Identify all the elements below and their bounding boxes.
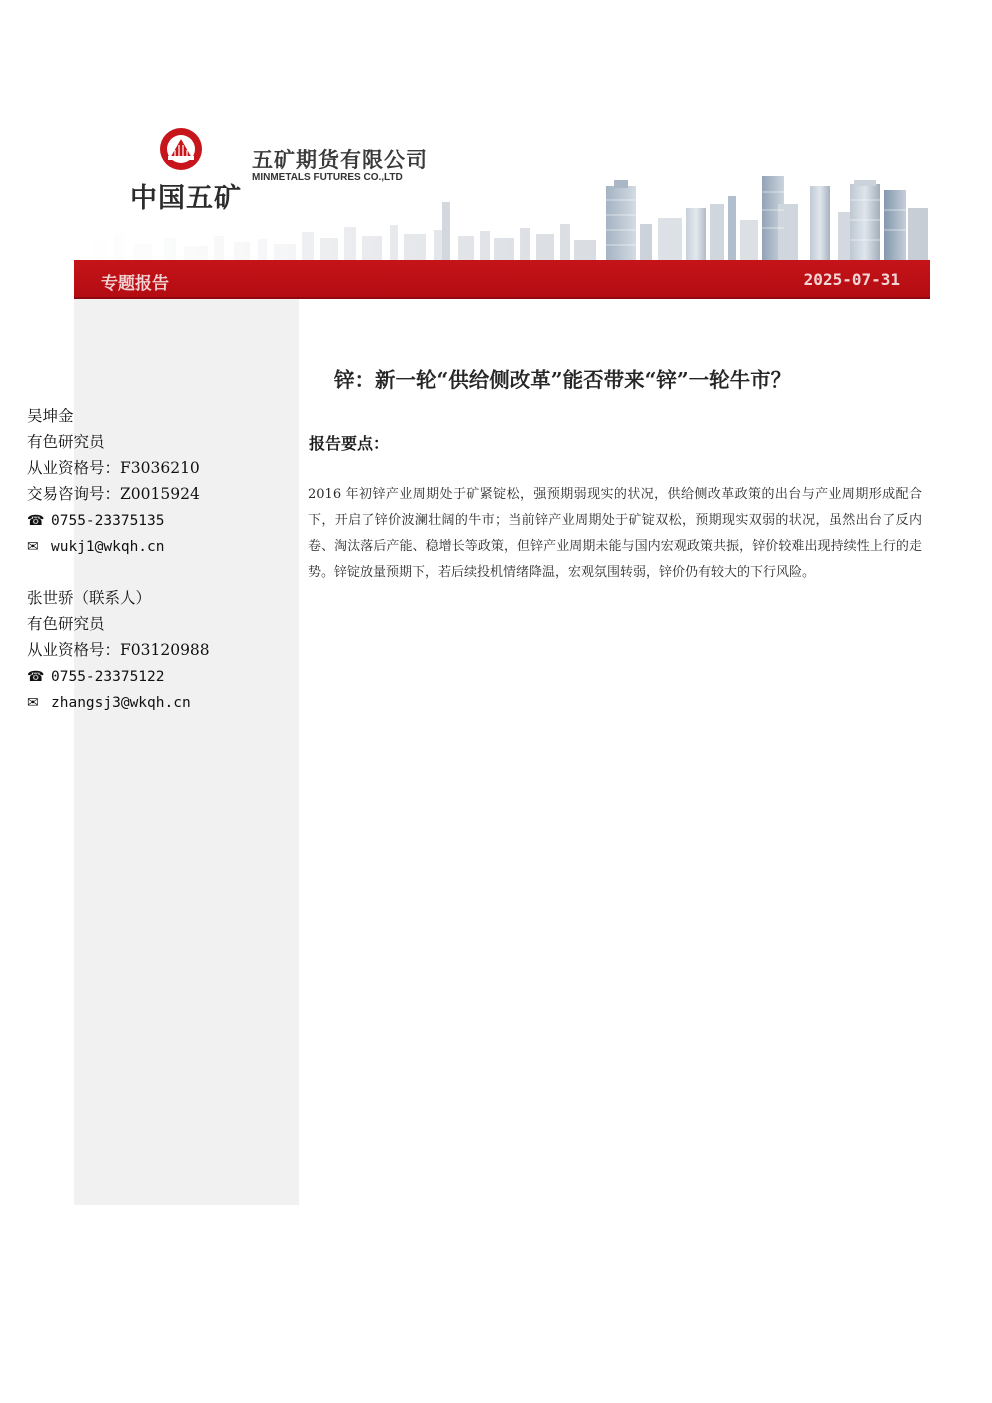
analyst-phone-row [27,663,210,689]
report-type-band [74,260,930,299]
analyst-phone-row [27,507,200,533]
company-name-english: MINMETALS FUTURES CO.,LTD [252,172,403,183]
analyst-email-row [27,533,200,559]
analyst-qualification-number: 从业资格号：F03120988 [27,641,210,659]
analyst-phone: 0755-23375135 [51,513,165,529]
analyst-role: 有色研究员 [27,615,105,633]
analyst-qualification-number: 从业资格号：F3036210 [27,459,200,477]
analyst-name: 吴坤金 [27,407,74,425]
key-points-heading: 报告要点： [309,434,390,453]
analyst-phone: 0755-23375122 [51,669,165,685]
analyst-card [27,403,200,559]
envelope-icon: ✉ [27,695,39,711]
company-name-chinese: 五矿期货有限公司 [252,148,428,172]
analyst-role: 有色研究员 [27,433,105,451]
report-date: 2025-07-31 [803,270,900,289]
phone-icon: ☎ [27,513,45,529]
analyst-email[interactable]: wukj1@wkqh.cn [51,539,165,555]
key-points-summary: 2016 年初锌产业周期处于矿紧锭松，强预期弱现实的状况，供给侧改革政策的出台与产业周期形成配合下，开启了锌价波澜壮阔的牛市；当前锌产业周期处于矿锭双松，预期现实双弱的状况，虽然出台了反内卷、淘汰落后产能、稳增长等政策，但锌产业周期未能与国内宏观政策共振，锌价较难出现持续性上行的走势。锌锭放量预期下，若后续投机情绪降温，宏观氛围转弱，锌价仍有较大的下行风险。 [308,487,922,580]
phone-icon: ☎ [27,669,45,685]
group-logo-text: 中国五矿 [130,183,242,214]
analyst-name: 张世骄（联系人） [27,589,152,607]
envelope-icon: ✉ [27,539,39,555]
report-title: 锌：新一轮“供给侧改革”能否带来“锌”一轮牛市？ [334,368,792,392]
report-type-label: 专题报告 [101,274,169,294]
analyst-consulting-number: 交易咨询号：Z0015924 [27,485,200,503]
analyst-card [27,585,210,715]
analyst-email-row [27,689,210,715]
china-minmetals-emblem [158,126,204,172]
analyst-email[interactable]: zhangsj3@wkqh.cn [51,695,191,711]
report-header [74,100,930,260]
